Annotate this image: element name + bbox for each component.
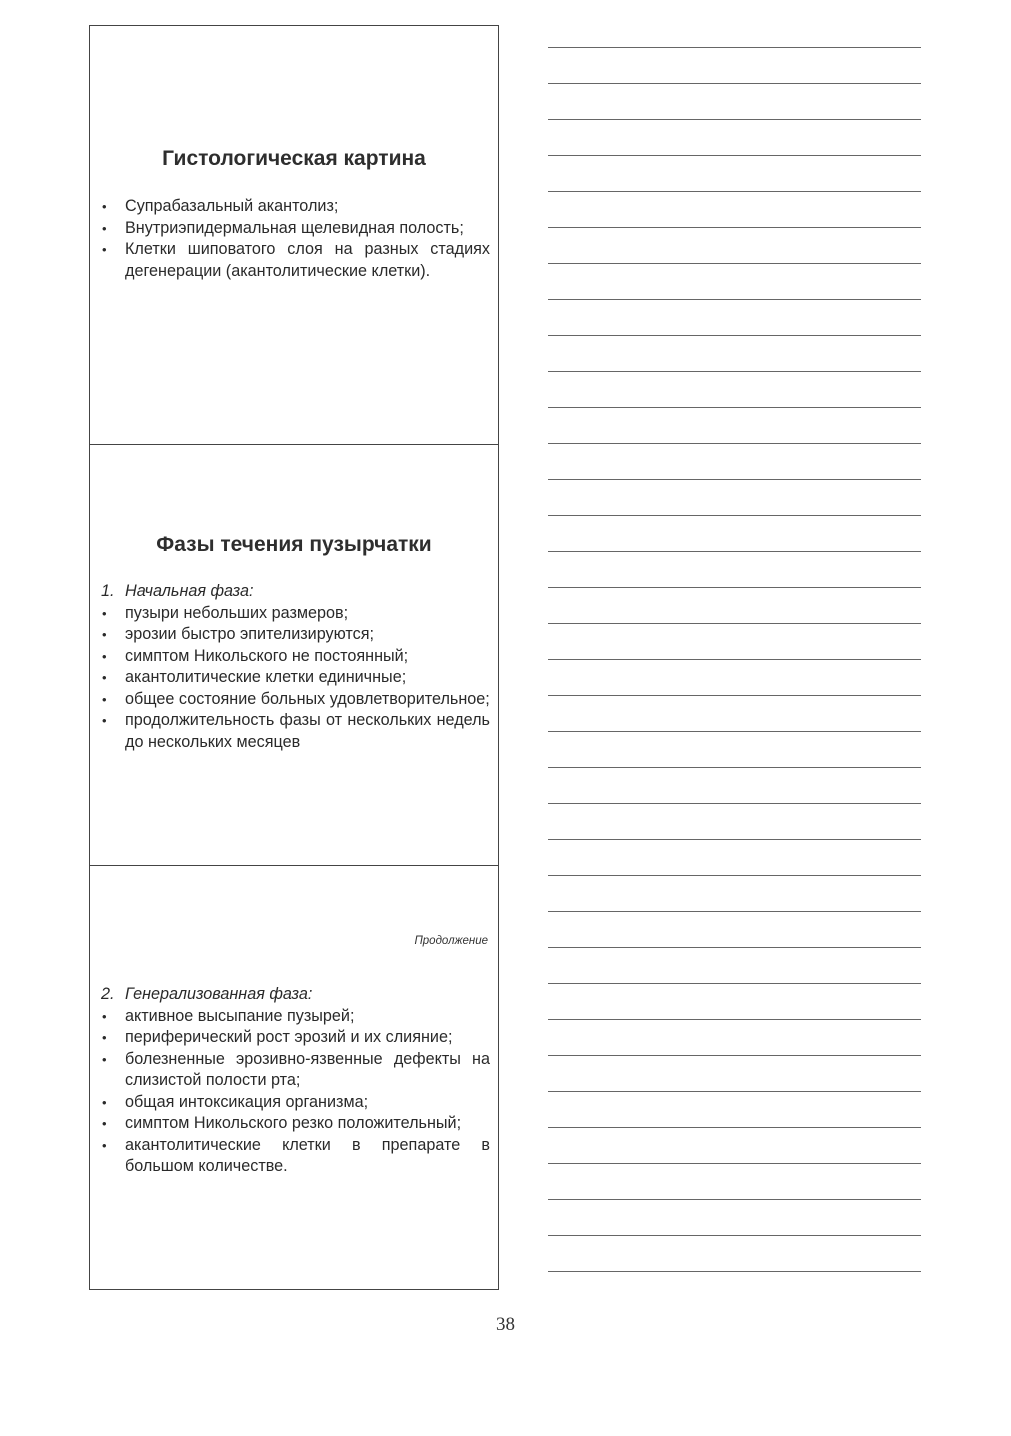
note-line bbox=[548, 227, 921, 228]
list-item: • пузыри небольших размеров; bbox=[98, 603, 490, 625]
slide-title: Гистологическая картина bbox=[162, 147, 426, 170]
note-line bbox=[548, 1271, 921, 1272]
note-line bbox=[548, 551, 921, 552]
slide-content bbox=[98, 581, 490, 753]
slide-histology bbox=[89, 25, 499, 445]
slide-title: Фазы течения пузырчатки bbox=[156, 533, 432, 556]
phase-heading bbox=[98, 581, 490, 603]
note-line bbox=[548, 443, 921, 444]
list-item: • симптом Никольского резко положительный; bbox=[98, 1113, 490, 1135]
list-item: • акантолитические клетки в препарате в большом количестве. bbox=[98, 1135, 490, 1178]
note-line bbox=[548, 947, 921, 948]
note-line bbox=[548, 623, 921, 624]
list-item: • симптом Никольского не постоянный; bbox=[98, 646, 490, 668]
list-item: • Клетки шиповатого слоя на разных стадиях дегенерации (акантолитические клетки). bbox=[98, 239, 490, 282]
slide-phases-continued bbox=[89, 866, 499, 1290]
note-line bbox=[548, 767, 921, 768]
note-line bbox=[548, 299, 921, 300]
note-line bbox=[548, 983, 921, 984]
list-item: • общее состояние больных удовлетворительное; bbox=[98, 689, 490, 711]
phase-title: Начальная фаза: bbox=[125, 582, 254, 600]
list-item: • Внутриэпидермальная щелевидная полость; bbox=[98, 218, 490, 240]
note-line bbox=[548, 47, 921, 48]
note-line bbox=[548, 335, 921, 336]
list-item: • активное высыпание пузырей; bbox=[98, 1006, 490, 1028]
note-line bbox=[548, 1235, 921, 1236]
note-line bbox=[548, 371, 921, 372]
list-item: • периферический рост эрозий и их слияние; bbox=[98, 1027, 490, 1049]
note-line bbox=[548, 911, 921, 912]
phase-number: 2. bbox=[101, 985, 115, 1003]
note-line bbox=[548, 875, 921, 876]
note-line bbox=[548, 263, 921, 264]
bullet-list bbox=[98, 1006, 490, 1178]
slide-phases bbox=[89, 445, 499, 866]
note-line bbox=[548, 515, 921, 516]
list-item: • Супрабазальный акантолиз; bbox=[98, 196, 490, 218]
note-line bbox=[548, 1055, 921, 1056]
note-line bbox=[548, 695, 921, 696]
note-line bbox=[548, 191, 921, 192]
list-item: • эрозии быстро эпителизируются; bbox=[98, 624, 490, 646]
note-lines bbox=[548, 47, 921, 1307]
phase-title: Генерализованная фаза: bbox=[125, 985, 313, 1003]
note-line bbox=[548, 839, 921, 840]
slide-content bbox=[98, 984, 490, 1178]
note-line bbox=[548, 803, 921, 804]
note-line bbox=[548, 83, 921, 84]
note-line bbox=[548, 1091, 921, 1092]
note-line bbox=[548, 1199, 921, 1200]
note-line bbox=[548, 119, 921, 120]
note-line bbox=[548, 587, 921, 588]
bullet-list bbox=[98, 603, 490, 754]
list-item: • акантолитические клетки единичные; bbox=[98, 667, 490, 689]
note-line bbox=[548, 659, 921, 660]
note-line bbox=[548, 1127, 921, 1128]
page-number: 38 bbox=[496, 1314, 515, 1335]
bullet-list bbox=[98, 196, 490, 282]
phase-number: 1. bbox=[101, 582, 115, 600]
slides-column bbox=[89, 25, 499, 1290]
note-line bbox=[548, 731, 921, 732]
note-line bbox=[548, 1019, 921, 1020]
slide-content bbox=[98, 196, 490, 282]
continuation-label: Продолжение bbox=[414, 935, 488, 947]
note-line bbox=[548, 407, 921, 408]
list-item: • болезненные эрозивно-язвенные дефекты на слизистой полости рта; bbox=[98, 1049, 490, 1092]
note-line bbox=[548, 1163, 921, 1164]
list-item: • общая интоксикация организма; bbox=[98, 1092, 490, 1114]
note-line bbox=[548, 155, 921, 156]
list-item: • продолжительность фазы от нескольких недель до нескольких месяцев bbox=[98, 710, 490, 753]
note-line bbox=[548, 479, 921, 480]
phase-heading bbox=[98, 984, 490, 1006]
